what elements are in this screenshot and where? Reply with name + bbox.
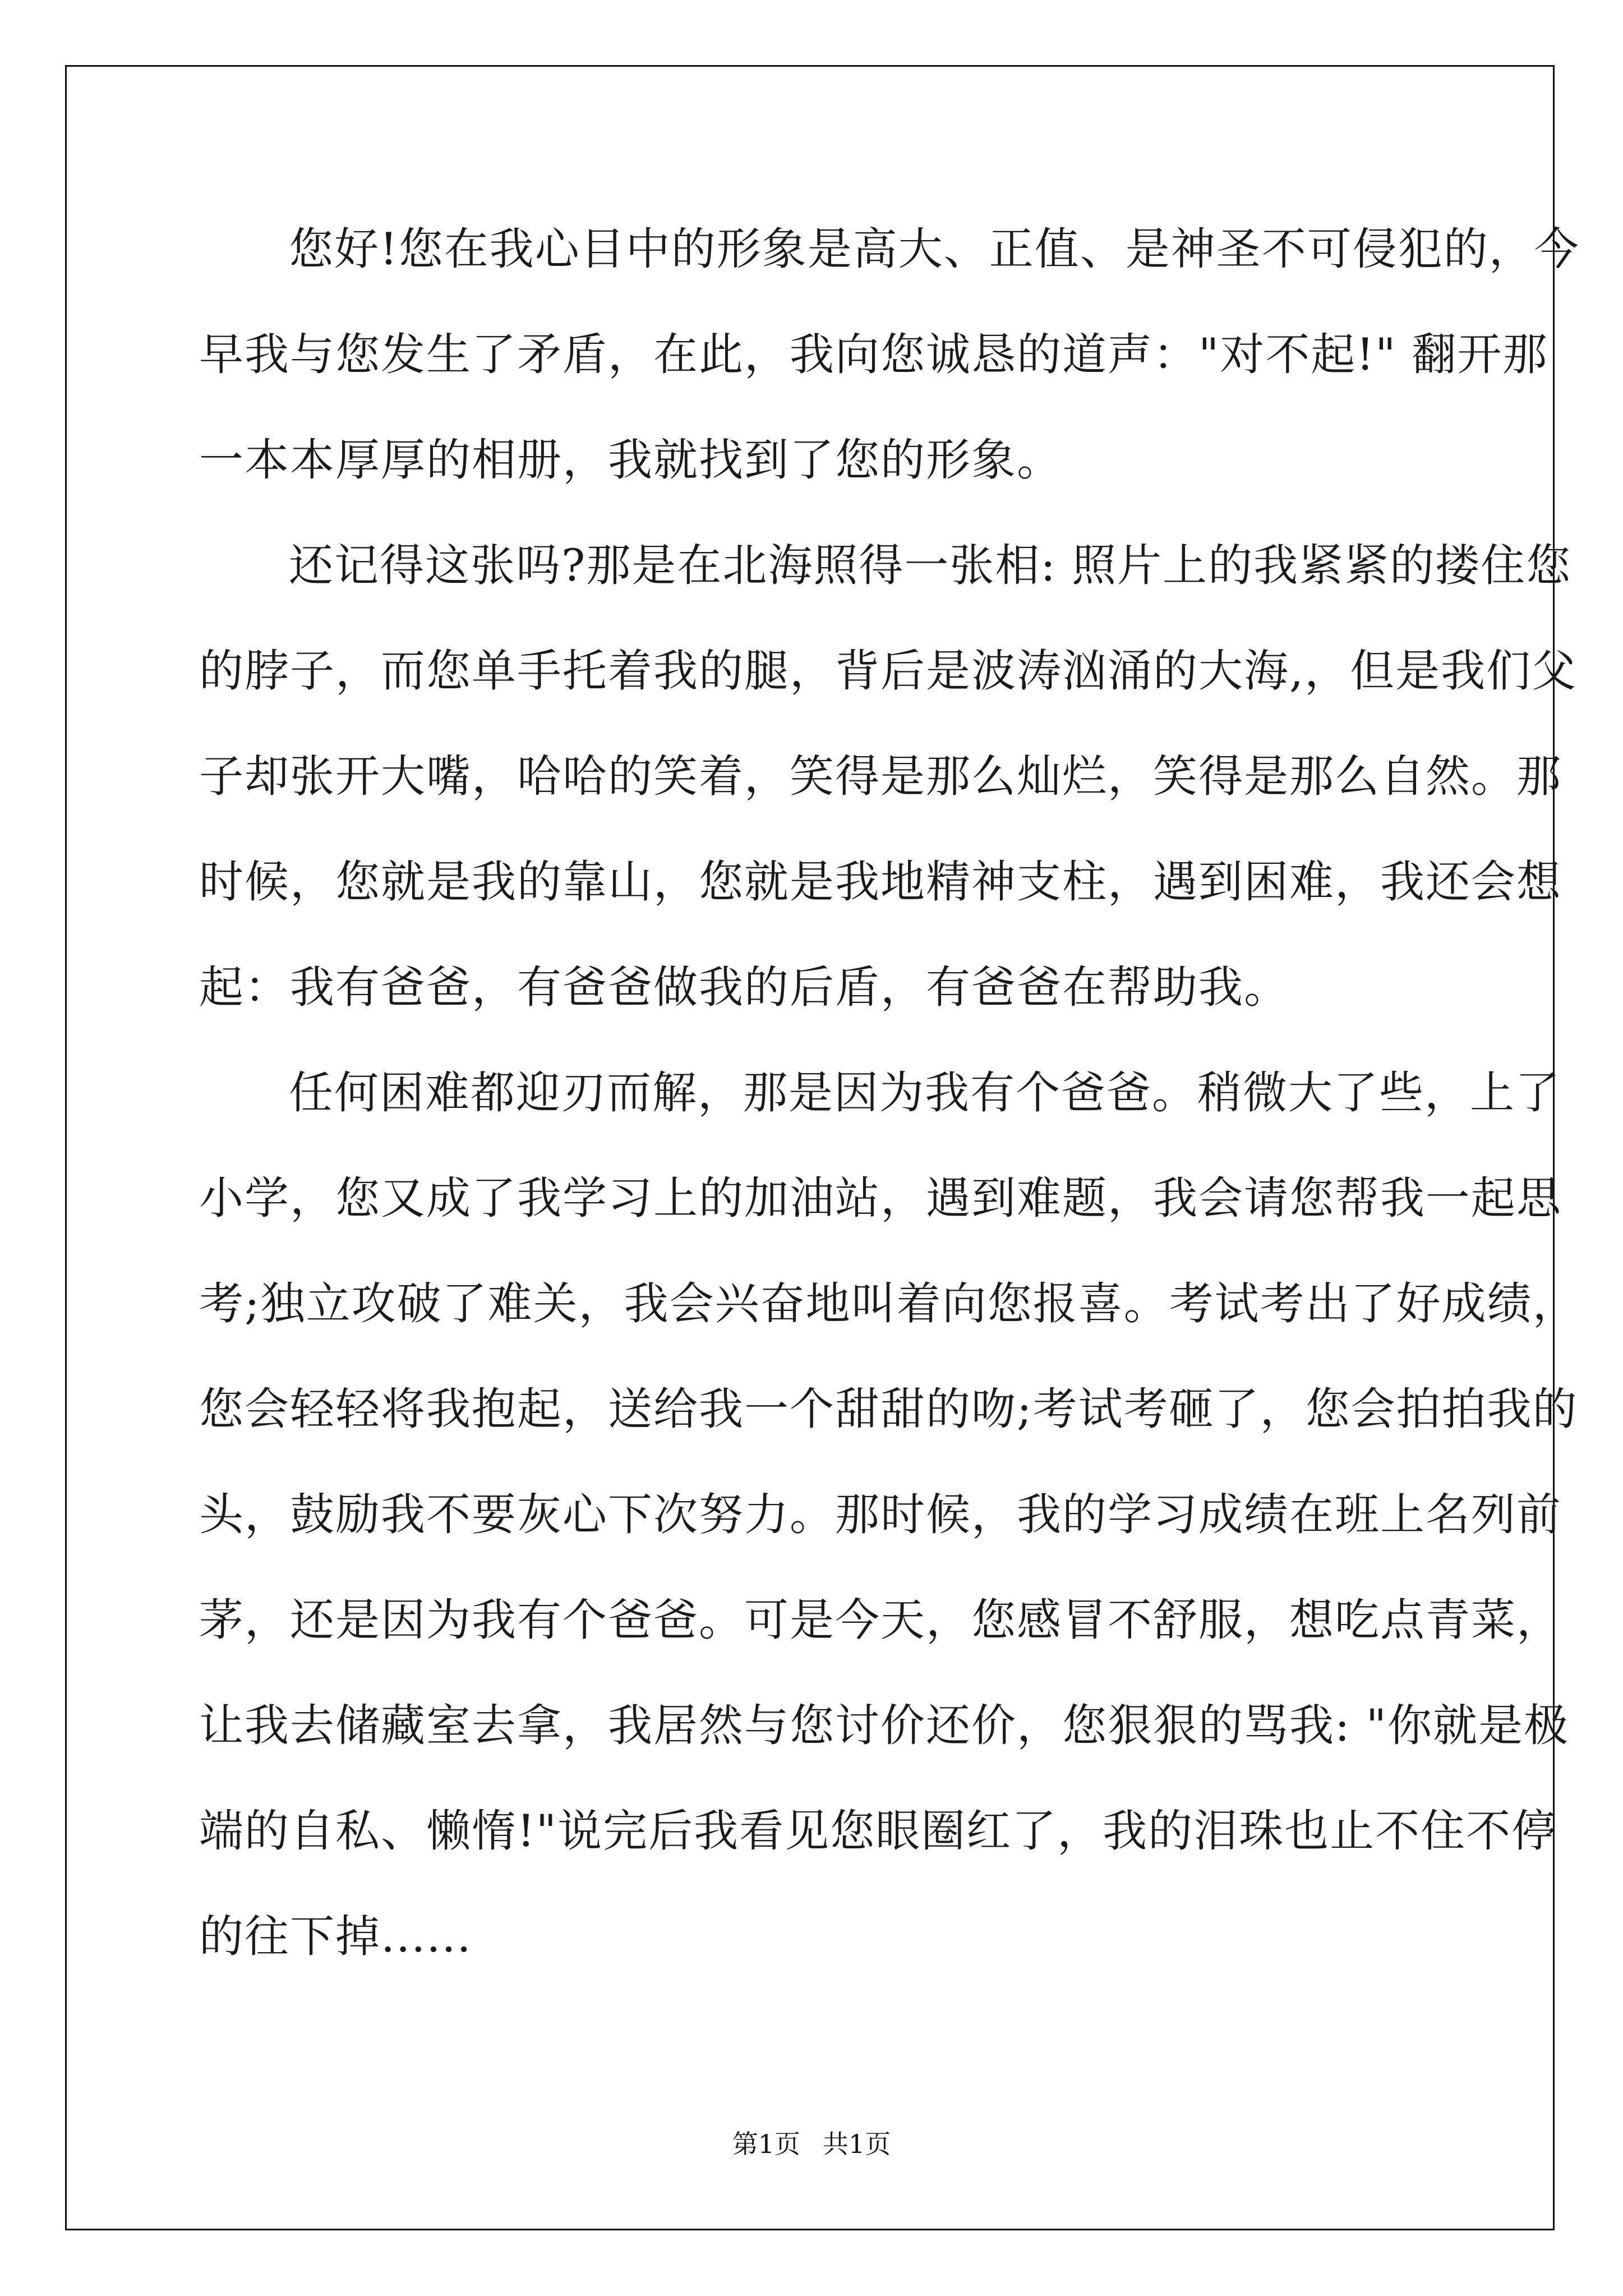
text-line: 的脖子，而您单手托着我的腿，背后是波涛汹涌的大海,，但是我们父 — [199, 645, 1578, 697]
text-line: 任何困难都迎刃而解，那是因为我有个爸爸。稍微大了些，上了 — [289, 1067, 1561, 1119]
text-line: 还记得这张吗?那是在北海照得一张相: 照片上的我紧紧的搂住您 — [289, 540, 1572, 591]
text-line: 的往下掉...... — [199, 1911, 472, 1962]
paragraph-2 — [199, 513, 1578, 1040]
text-line: 头，鼓励我不要灰心下次努力。那时候，我的学习成绩在班上名列前 — [199, 1489, 1562, 1540]
text-line: 子却张开大嘴，哈哈的笑着，笑得是那么灿烂，笑得是那么自然。那 — [199, 751, 1562, 802]
text-line: 时候，您就是我的靠山，您就是我地精神支柱，遇到困难，我还会想 — [199, 856, 1562, 908]
paragraph-3 — [199, 1040, 1578, 1989]
text-line: 茅，还是因为我有个爸爸。可是今天，您感冒不舒服，想吃点青菜， — [199, 1594, 1562, 1646]
text-line: 您会轻轻将我抱起，送给我一个甜甜的吻;考试考砸了，您会拍拍我的 — [199, 1383, 1578, 1435]
text-line: 让我去储藏室去拿，我居然与您讨价还价，您狠狠的骂我: "你就是极 — [199, 1700, 1570, 1751]
text-line: 起：我有爸爸，有爸爸做我的后盾，有爸爸在帮助我。 — [199, 961, 1289, 1013]
text-line: 早我与您发生了矛盾，在此，我向您诚恳的道声："对不起!" 翻开那 — [199, 329, 1548, 380]
paragraph-1 — [199, 196, 1580, 513]
text-line: 您好!您在我心目中的形象是高大、正值、是神圣不可侵犯的，今 — [289, 223, 1580, 275]
text-line: 小学，您又成了我学习上的加油站，遇到难题，我会请您帮我一起思 — [199, 1172, 1562, 1224]
text-line: 考;独立攻破了难关，我会兴奋地叫着向您报喜。考试考出了好成绩， — [199, 1278, 1578, 1329]
page-number-current: 第1页 — [732, 2129, 800, 2159]
text-line: 一本本厚厚的相册，我就找到了您的形象。 — [199, 434, 1062, 486]
page-footer — [0, 2127, 1623, 2161]
page-number-total: 共1页 — [823, 2129, 891, 2159]
document-body — [199, 196, 1580, 1989]
text-line: 端的自私、懒惰!"说完后我看见您眼圈红了，我的泪珠也止不住不停 — [199, 1805, 1557, 1857]
